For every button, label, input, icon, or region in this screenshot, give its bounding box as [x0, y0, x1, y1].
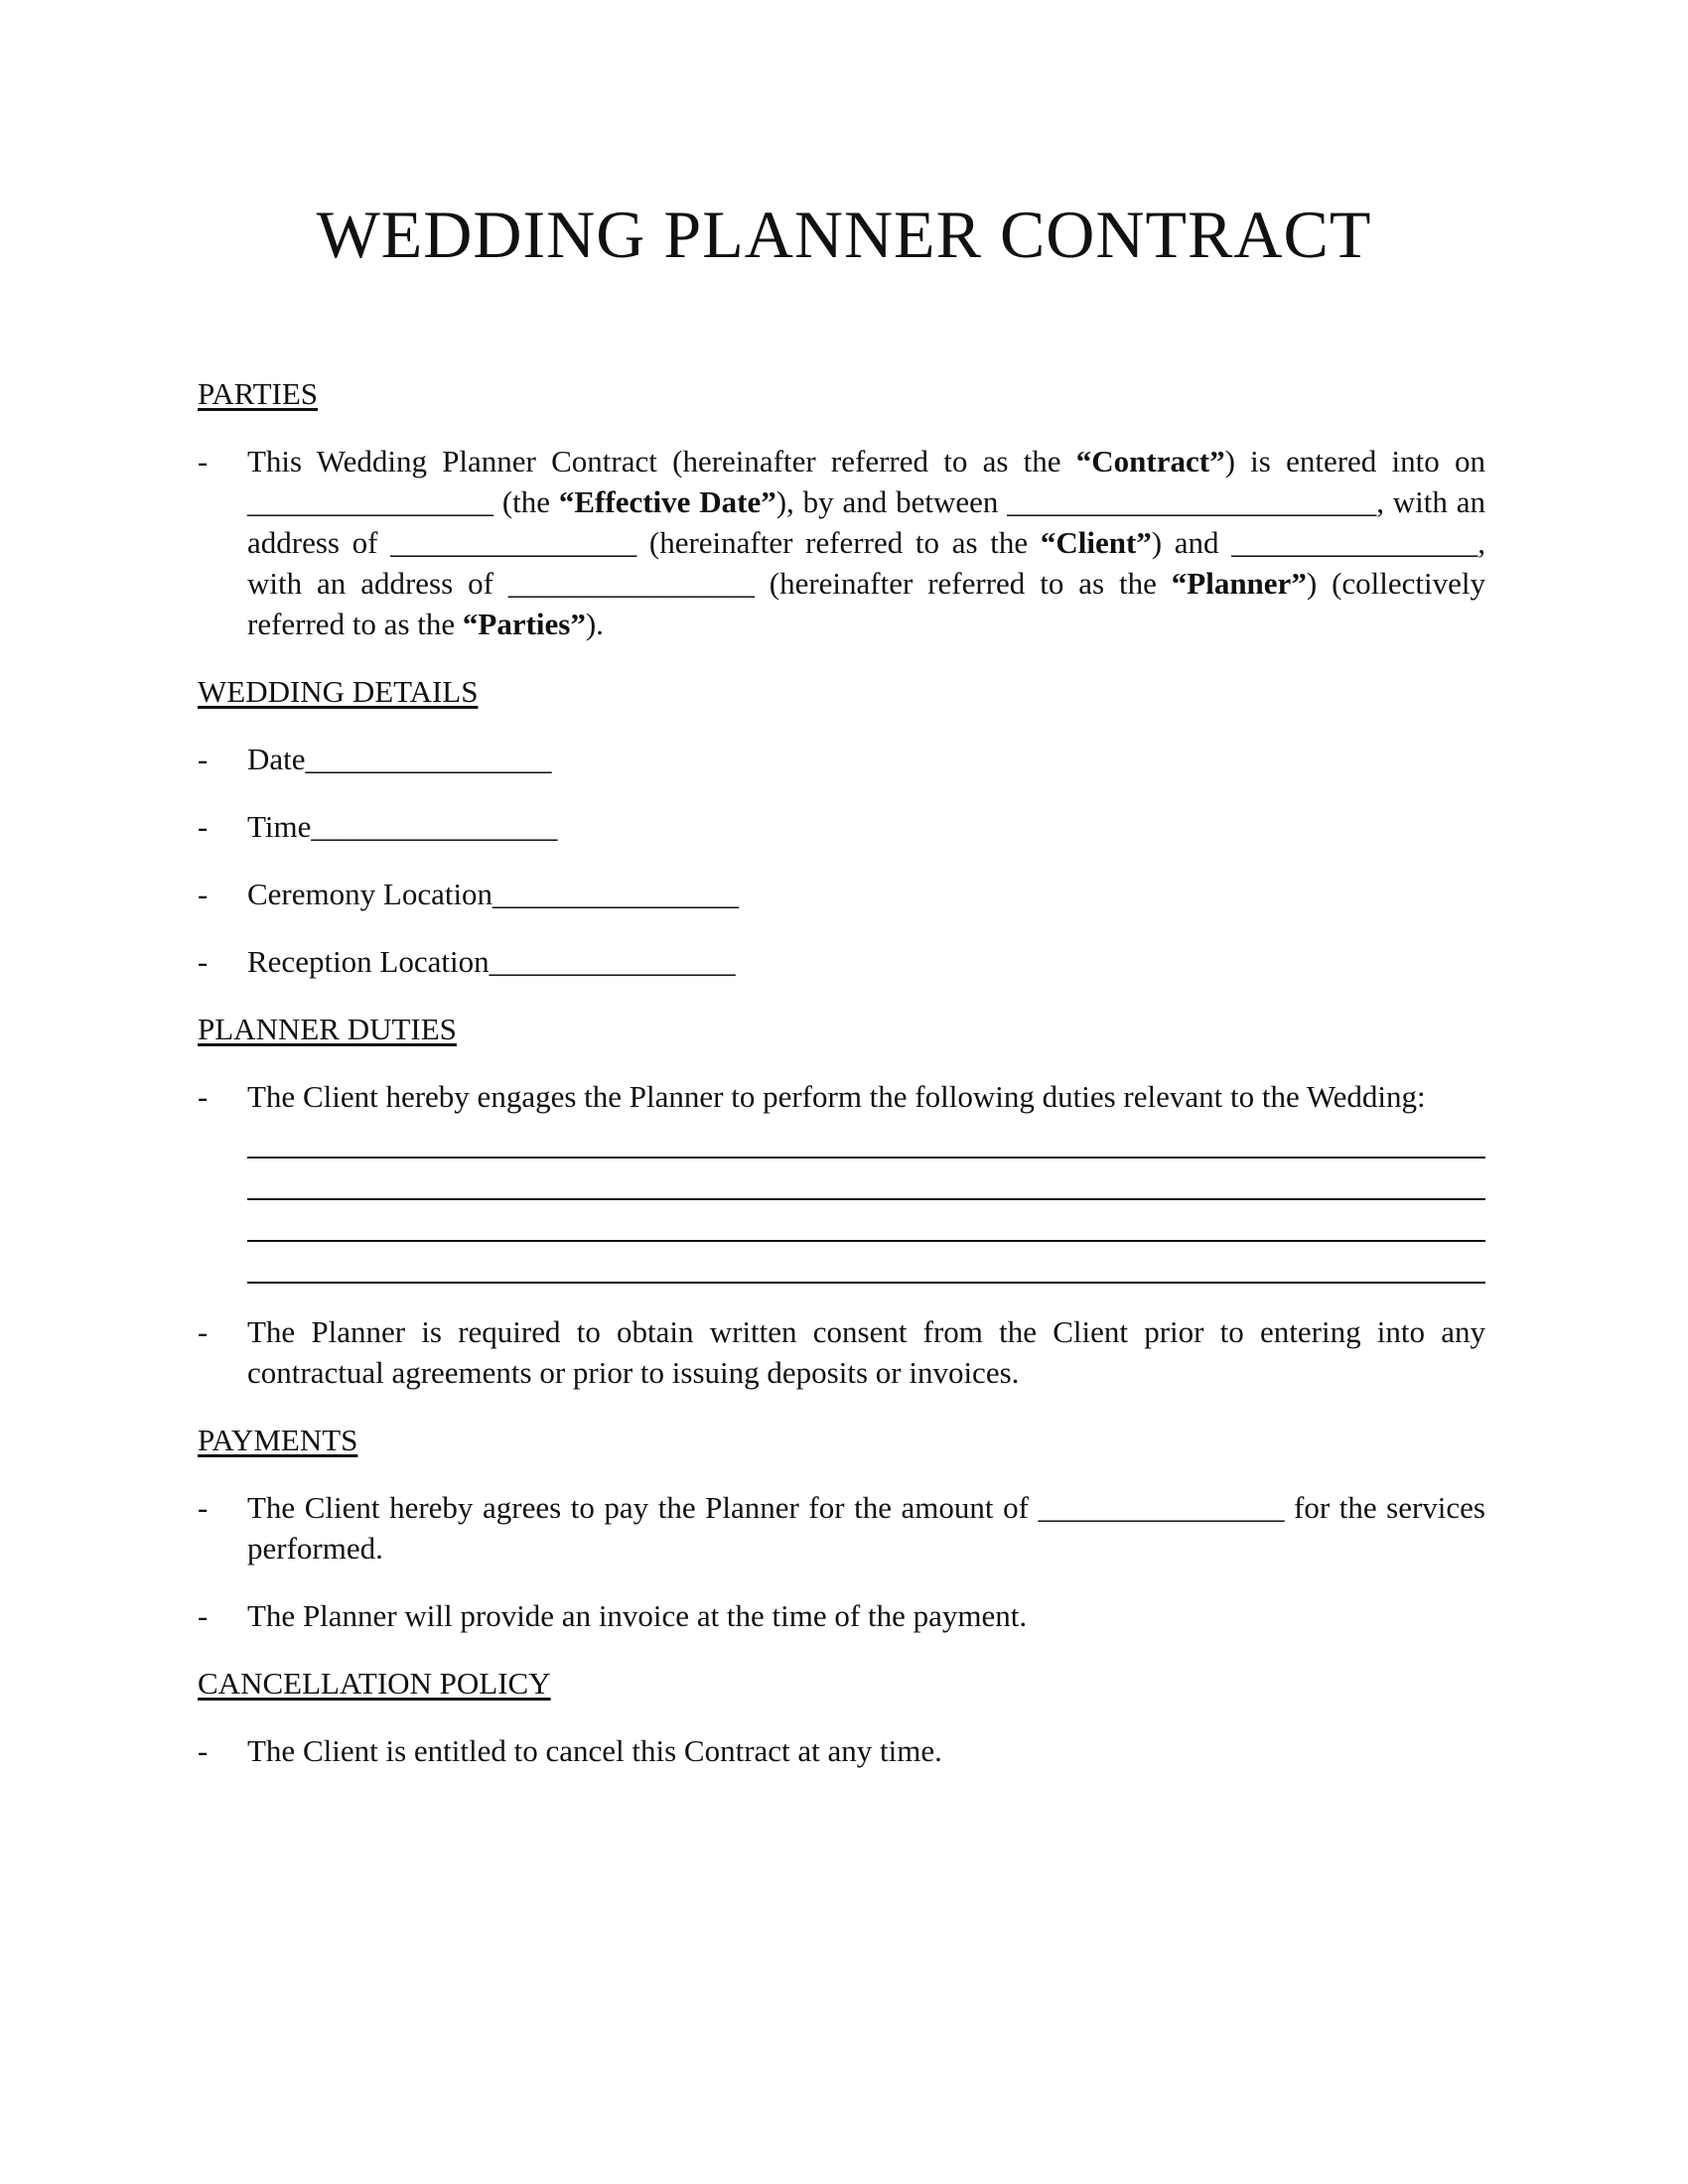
cancellation-text-1: The Client is entitled to cancel this Contract at any time.: [247, 1733, 942, 1768]
payments-text-1: The Client hereby agrees to pay the Planner for the amount of ________________ for the services performed.: [247, 1490, 1485, 1566]
parties-paragraph: [198, 441, 1485, 644]
section-heading-payments: PAYMENTS: [198, 1423, 358, 1457]
parties-text-1: This Wedding Planner Contract (hereinafter referred to as the: [247, 444, 1076, 478]
parties-text-4: ) and ________________, with an address of ________________ (hereinafter referred to as the: [247, 525, 1485, 601]
wedding-detail-ceremony-text: Ceremony Location________________: [247, 877, 740, 911]
planner-duties-text-1: The Client hereby engages the Planner to perform the following duties relevant to the Wedding:: [247, 1079, 1426, 1114]
term-planner: “Planner”: [1171, 566, 1307, 601]
bullet-dash: -: [198, 444, 209, 478]
duties-blank-line: [247, 1200, 1485, 1242]
term-effective-date: “Effective Date”: [558, 484, 776, 519]
bullet-dash: -: [198, 1079, 209, 1114]
section-heading-wedding-details: WEDDING DETAILS: [198, 674, 479, 709]
term-parties: “Parties”: [462, 607, 586, 641]
bullet-dash: -: [198, 1598, 209, 1633]
parties-text-6: ).: [585, 607, 604, 641]
wedding-detail-time-text: Time________________: [247, 809, 558, 844]
section-heading-parties: PARTIES: [198, 376, 319, 411]
planner-duties-item-2: [198, 1311, 1485, 1393]
term-contract: “Contract”: [1075, 444, 1225, 478]
cancellation-item-1: [198, 1730, 1485, 1771]
bullet-dash: -: [198, 877, 209, 911]
parties-text-5: ) (collectively referred to as the: [247, 566, 1485, 641]
planner-duties-text-2: The Planner is required to obtain written consent from the Client prior to entering into any contractual agreements or prior to issuing deposits or invoices.: [247, 1314, 1485, 1390]
wedding-detail-reception-location: [198, 941, 1485, 982]
parties-text-2: ) is entered into on ________________ (the: [247, 444, 1485, 519]
wedding-detail-date: [198, 739, 1485, 779]
document-title: WEDDING PLANNER CONTRACT: [316, 197, 1372, 272]
wedding-detail-reception-text: Reception Location________________: [247, 944, 736, 979]
payments-item-1: [198, 1487, 1485, 1569]
wedding-detail-ceremony-location: [198, 874, 1485, 914]
duties-blank-line: [247, 1117, 1485, 1159]
duties-blank-line: [247, 1159, 1485, 1200]
payments-text-2: The Planner will provide an invoice at the time of the payment.: [247, 1598, 1028, 1633]
bullet-dash: -: [198, 742, 209, 776]
bullet-dash: -: [198, 944, 209, 979]
planner-duties-item-1: [198, 1076, 1485, 1284]
parties-text-3: ), by and between ________________________, with an address of ________________ (hereinafter referred to as the: [247, 484, 1485, 560]
payments-item-2: [198, 1595, 1485, 1636]
bullet-dash: -: [198, 809, 209, 844]
bullet-dash: -: [198, 1733, 209, 1768]
document-body: [198, 373, 1485, 1798]
duties-blank-line: [247, 1242, 1485, 1284]
section-heading-planner-duties: PLANNER DUTIES: [198, 1012, 457, 1046]
wedding-detail-date-text: Date________________: [247, 742, 552, 776]
wedding-detail-time: [198, 806, 1485, 847]
term-client: “Client”: [1040, 525, 1152, 560]
section-heading-cancellation-policy: CANCELLATION POLICY: [198, 1666, 551, 1701]
bullet-dash: -: [198, 1490, 209, 1525]
bullet-dash: -: [198, 1314, 209, 1349]
